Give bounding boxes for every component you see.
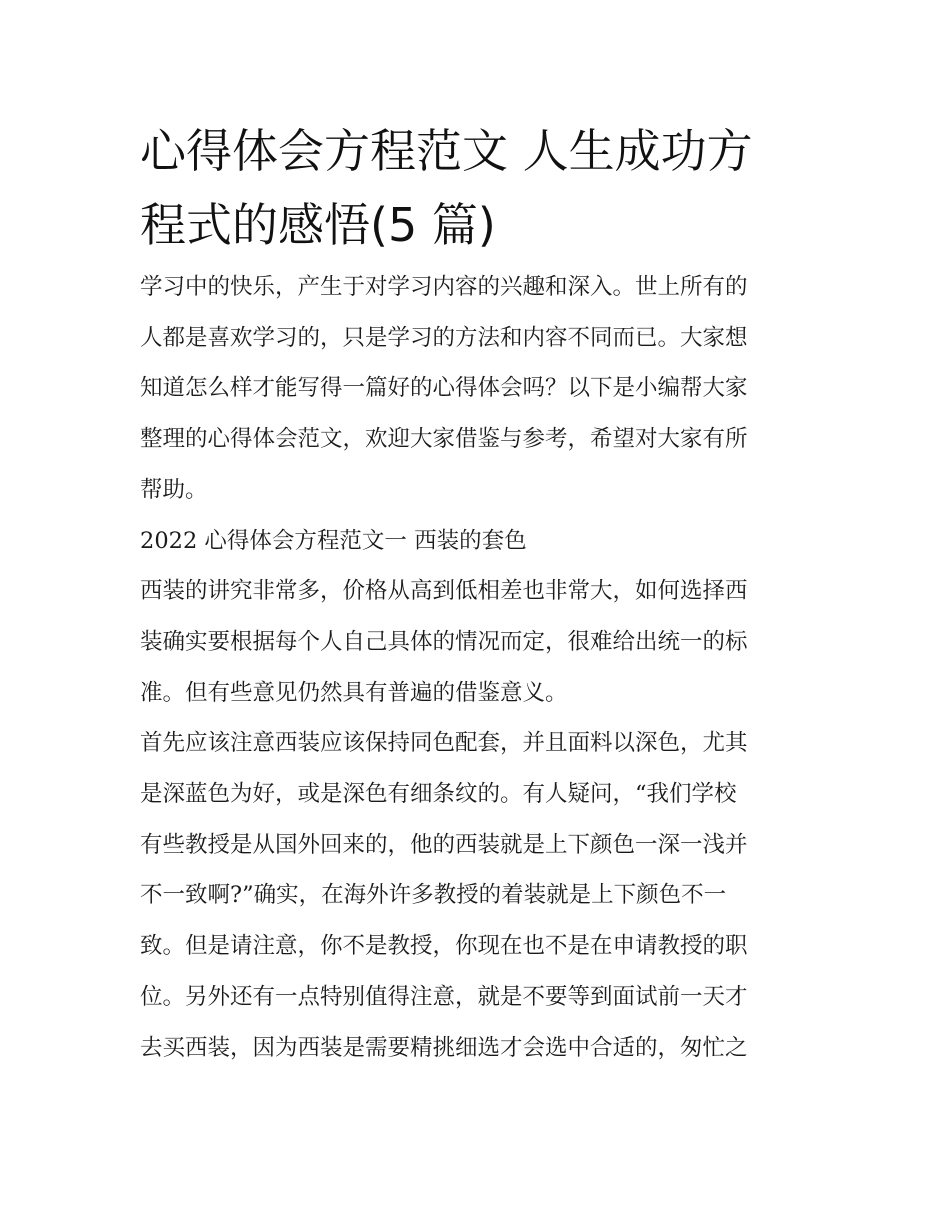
text-line: 准。但有些意见仍然具有普遍的借鉴意义。 xyxy=(140,679,568,706)
body-paragraph xyxy=(140,718,812,1073)
document-title xyxy=(140,114,812,262)
text-line: 位。另外还有一点特别值得注意，就是不要等到面试前一天才 xyxy=(140,983,748,1010)
text-line: 装确实要根据每个人自己具体的情况而定，很难给出统一的标 xyxy=(140,628,748,655)
document-content xyxy=(140,114,812,1073)
text-line: 帮助。 xyxy=(140,476,208,503)
text-line: 知道怎么样才能写得一篇好的心得体会吗？以下是小编帮大家 xyxy=(140,375,748,402)
text-line: 致。但是请注意，你不是教授，你现在也不是在申请教授的职 xyxy=(140,933,748,960)
text-line: 人都是喜欢学习的，只是学习的方法和内容不同而已。大家想 xyxy=(140,324,748,351)
section-heading: 2022 心得体会方程范文一 西装的套色 xyxy=(140,527,527,554)
intro-paragraph xyxy=(140,262,812,516)
text-line: 整理的心得体会范文，欢迎大家借鉴与参考，希望对大家有所 xyxy=(140,426,748,453)
body-paragraph xyxy=(140,566,812,718)
text-line: 首先应该注意西装应该保持同色配套，并且面料以深色，尤其 xyxy=(140,730,748,757)
text-line: 西装的讲究非常多，价格从高到低相差也非常大，如何选择西 xyxy=(140,578,748,605)
text-line: 不一致啊?”确实，在海外许多教授的着装就是上下颜色不一 xyxy=(140,882,727,909)
text-line: 学习中的快乐，产生于对学习内容的兴趣和深入。世上所有的 xyxy=(140,274,748,300)
text-line: 有些教授是从国外回来的，他的西装就是上下颜色一深一浅并 xyxy=(140,831,748,858)
title-line: 心得体会方程范文 人生成功方 xyxy=(140,124,753,178)
text-line: 是深蓝色为好，或是深色有细条纹的。有人疑问，“我们学校 xyxy=(140,781,737,808)
text-line: 去买西装，因为西装是需要精挑细选才会选中合适的，匆忙之 xyxy=(140,1034,748,1061)
title-line: 程式的感悟(5 篇) xyxy=(140,198,496,252)
